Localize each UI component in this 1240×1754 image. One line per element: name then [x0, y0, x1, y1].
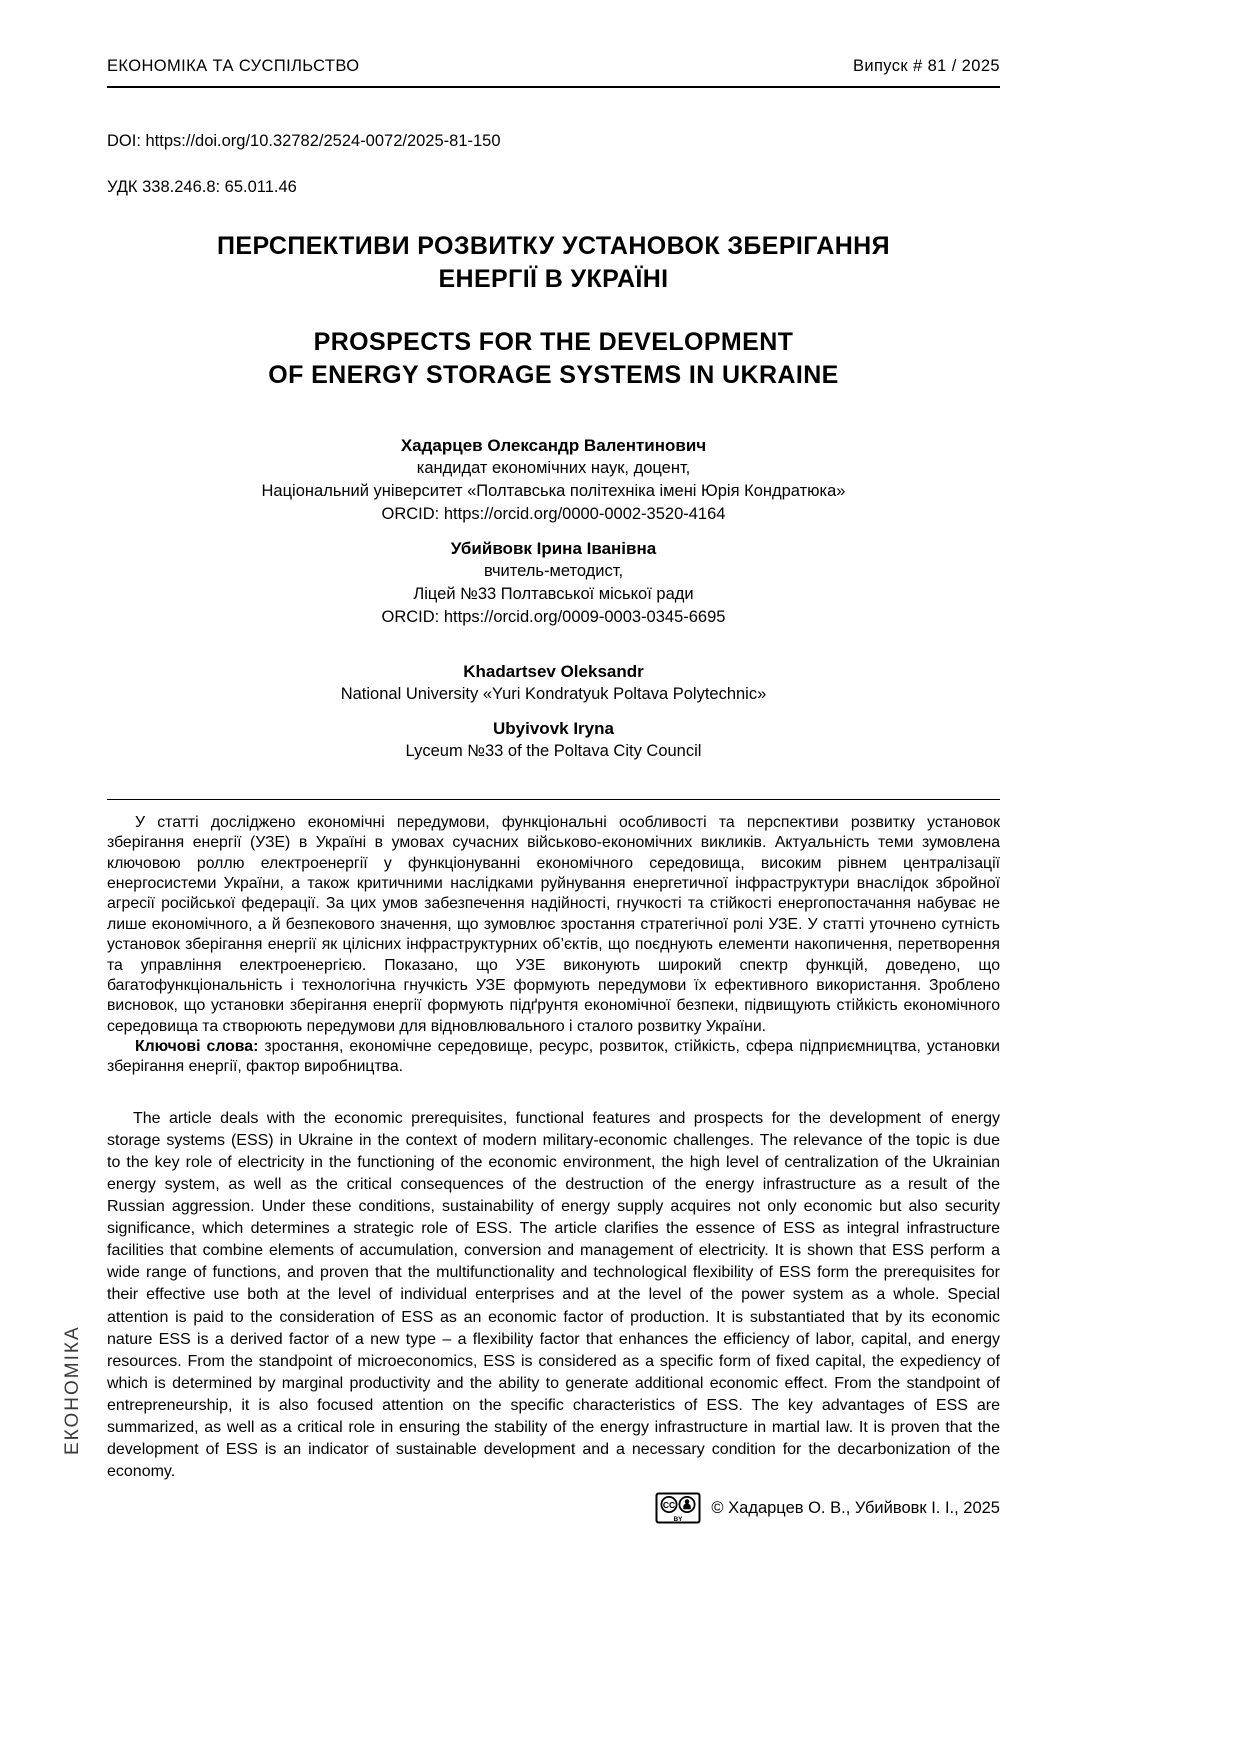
abstract-uk-section: [107, 813, 1000, 1078]
page-content: [107, 0, 1000, 1483]
author-name: Хадарцев Олександр Валентинович: [400, 436, 707, 455]
svg-text:CC: CC: [663, 1499, 676, 1510]
author-block-en-1: [107, 660, 1000, 706]
author-affiliation: National University «Yuri Kondratyuk Poltava Polytechnic»: [340, 684, 767, 703]
abstract-en-text: The article deals with the economic prerequisites, functional features and prospects for the development of energy storage systems (ESS) in Ukraine in the context of modern military-economic challenges. The relevance of the topic is due to the key role of electricity in the functioning of the economic environment, the high level of centralization of the Ukrainian energy system, as well as the critical consequences of the destruction of the energy infrastructure as a result of the Russian aggression. Under these conditions, sustainability of energy supply acquires not only economic but also security significance, which determines a strategic role of ESS. The article clarifies the essence of ESS as integral infrastructure facilities that combine elements of accumulation, conversion and management of electricity. It is shown that ESS perform a wide range of functions, and proven that the multifunctionality and technological flexibility of ESS form the prerequisites for their effective use both at the level of individual enterprises and at the level of the power system as a whole. Special attention is paid to the consideration of ESS as an economic factor of production. It is substantiated that by its economic nature ESS is a derived factor of a new type – a flexibility factor that enhances the efficiency of labor, capital, and energy resources. From the standpoint of microeconomics, ESS is considered as a specific form of fixed capital, the expediency of which is determined by marginal productivity and the ability to generate additional economic effect. From the standpoint of entrepreneurship, it is also focused attention on the specific characteristics of ESS. The key advantages of ESS are summarized, as well as a critical role in ensuring the stability of the energy infrastructure in martial law. It is proven that the development of ESS is an indicator of sustainable development and a necessary condition for the decarbonization of the economy.: [107, 1109, 1000, 1481]
author-block-en-2: [107, 717, 1000, 763]
author-affiliation: Lyceum №33 of the Poltava City Council: [405, 742, 702, 761]
author-block-uk-2: [107, 537, 1000, 629]
article-title-uk-line2: ЕНЕРГІЇ В УКРАЇНІ: [438, 265, 669, 293]
article-title-uk: [107, 230, 1000, 296]
author-name: Khadartsev Oleksandr: [463, 661, 644, 681]
authors-section: [107, 434, 1000, 763]
section-divider: [107, 799, 1000, 800]
udc-code: УДК 338.246.8: 65.011.46: [107, 178, 297, 196]
author-block-uk-1: [107, 434, 1000, 526]
cc-by-license-icon[interactable]: [655, 1492, 701, 1524]
keywords: [107, 1037, 1000, 1078]
abstract-en-section: [107, 1108, 1000, 1483]
author-name: Ubyivovk Iryna: [493, 718, 614, 738]
page-footer: [107, 1492, 1000, 1524]
running-head: [107, 57, 1000, 88]
svg-text:BY: BY: [673, 1516, 683, 1523]
author-affiliation: Національний університет «Полтавська політехніка імені Юрія Кондратюка»: [261, 482, 846, 501]
orcid-link[interactable]: ORCID: https://orcid.org/0009-0003-0345-6695: [381, 607, 726, 626]
abstract-uk-text: У статті досліджено економічні передумови, функціональні особливості та перспективи розвитку установок зберігання енергії (УЗЕ) в Україні в умовах сучасних військово-економічних викликів. Актуальність теми зумовлена ключовою роллю електроенергії у функціонуванні економічного середовища, високим рівнем централізації енергосистеми України, а також критичними наслідками руйнування енергетичної інфраструктури внаслідок збройної агресії російської федерації. За цих умов забезпечення надійності, гнучкості та стійкості енергопостачання набуває не лише економічного, а й безпекового значення, що зумовлює зростання стратегічної ролі УЗЕ. У статті уточнено сутність установок зберігання енергії як цілісних інфраструктурних об’єктів, що поєднують елементи накопичення, перетворення та управління електроенергією. Показано, що УЗЕ виконують широкий спектр функцій, доведено, що багатофункціональність і технологічна гнучкість УЗЕ формують передумови їх ефективного використання. Зроблено висновок, що установки зберігання енергії формують підґрунтя економічної безпеки, підвищують стійкість економічного середовища та створюють передумови для відновлювального і сталого розвитку України.: [107, 813, 1000, 1035]
author-name: Убийвовк Ірина Іванівна: [450, 538, 657, 558]
keywords-text: зростання, економічне середовище, ресурс, розвиток, стійкість, сфера підприємництва, установки зберігання енергії, фактор виробництва.: [107, 1038, 1001, 1076]
issue-number: Випуск # 81 / 2025: [852, 57, 1000, 75]
author-degree: вчитель-методист,: [483, 562, 624, 581]
journal-sidebar-label: ЕКОНОМІКА: [62, 1325, 83, 1455]
article-title-en-line1: PROSPECTS FOR THE DEVELOPMENT: [313, 328, 794, 356]
article-title-uk-line1: ПЕРСПЕКТИВИ РОЗВИТКУ УСТАНОВОК ЗБЕРІГАННЯ: [217, 232, 890, 260]
author-degree: кандидат економічних наук, доцент,: [416, 459, 691, 478]
keywords-label: Ключові слова:: [135, 1038, 259, 1056]
doi-link[interactable]: DOI: https://doi.org/10.32782/2524-0072/2025-81-150: [107, 132, 501, 150]
article-title-en-line2: OF ENERGY STORAGE SYSTEMS IN UKRAINE: [268, 361, 839, 389]
copyright-text: © Хадарцев О. В., Убийвовк І. І., 2025: [711, 1498, 1000, 1517]
article-title-en: [107, 326, 1000, 392]
author-affiliation: Ліцей №33 Полтавської міської ради: [413, 584, 694, 603]
orcid-link[interactable]: ORCID: https://orcid.org/0000-0002-3520-4164: [381, 504, 726, 523]
journal-title: ЕКОНОМІКА ТА СУСПІЛЬСТВО: [107, 57, 360, 75]
